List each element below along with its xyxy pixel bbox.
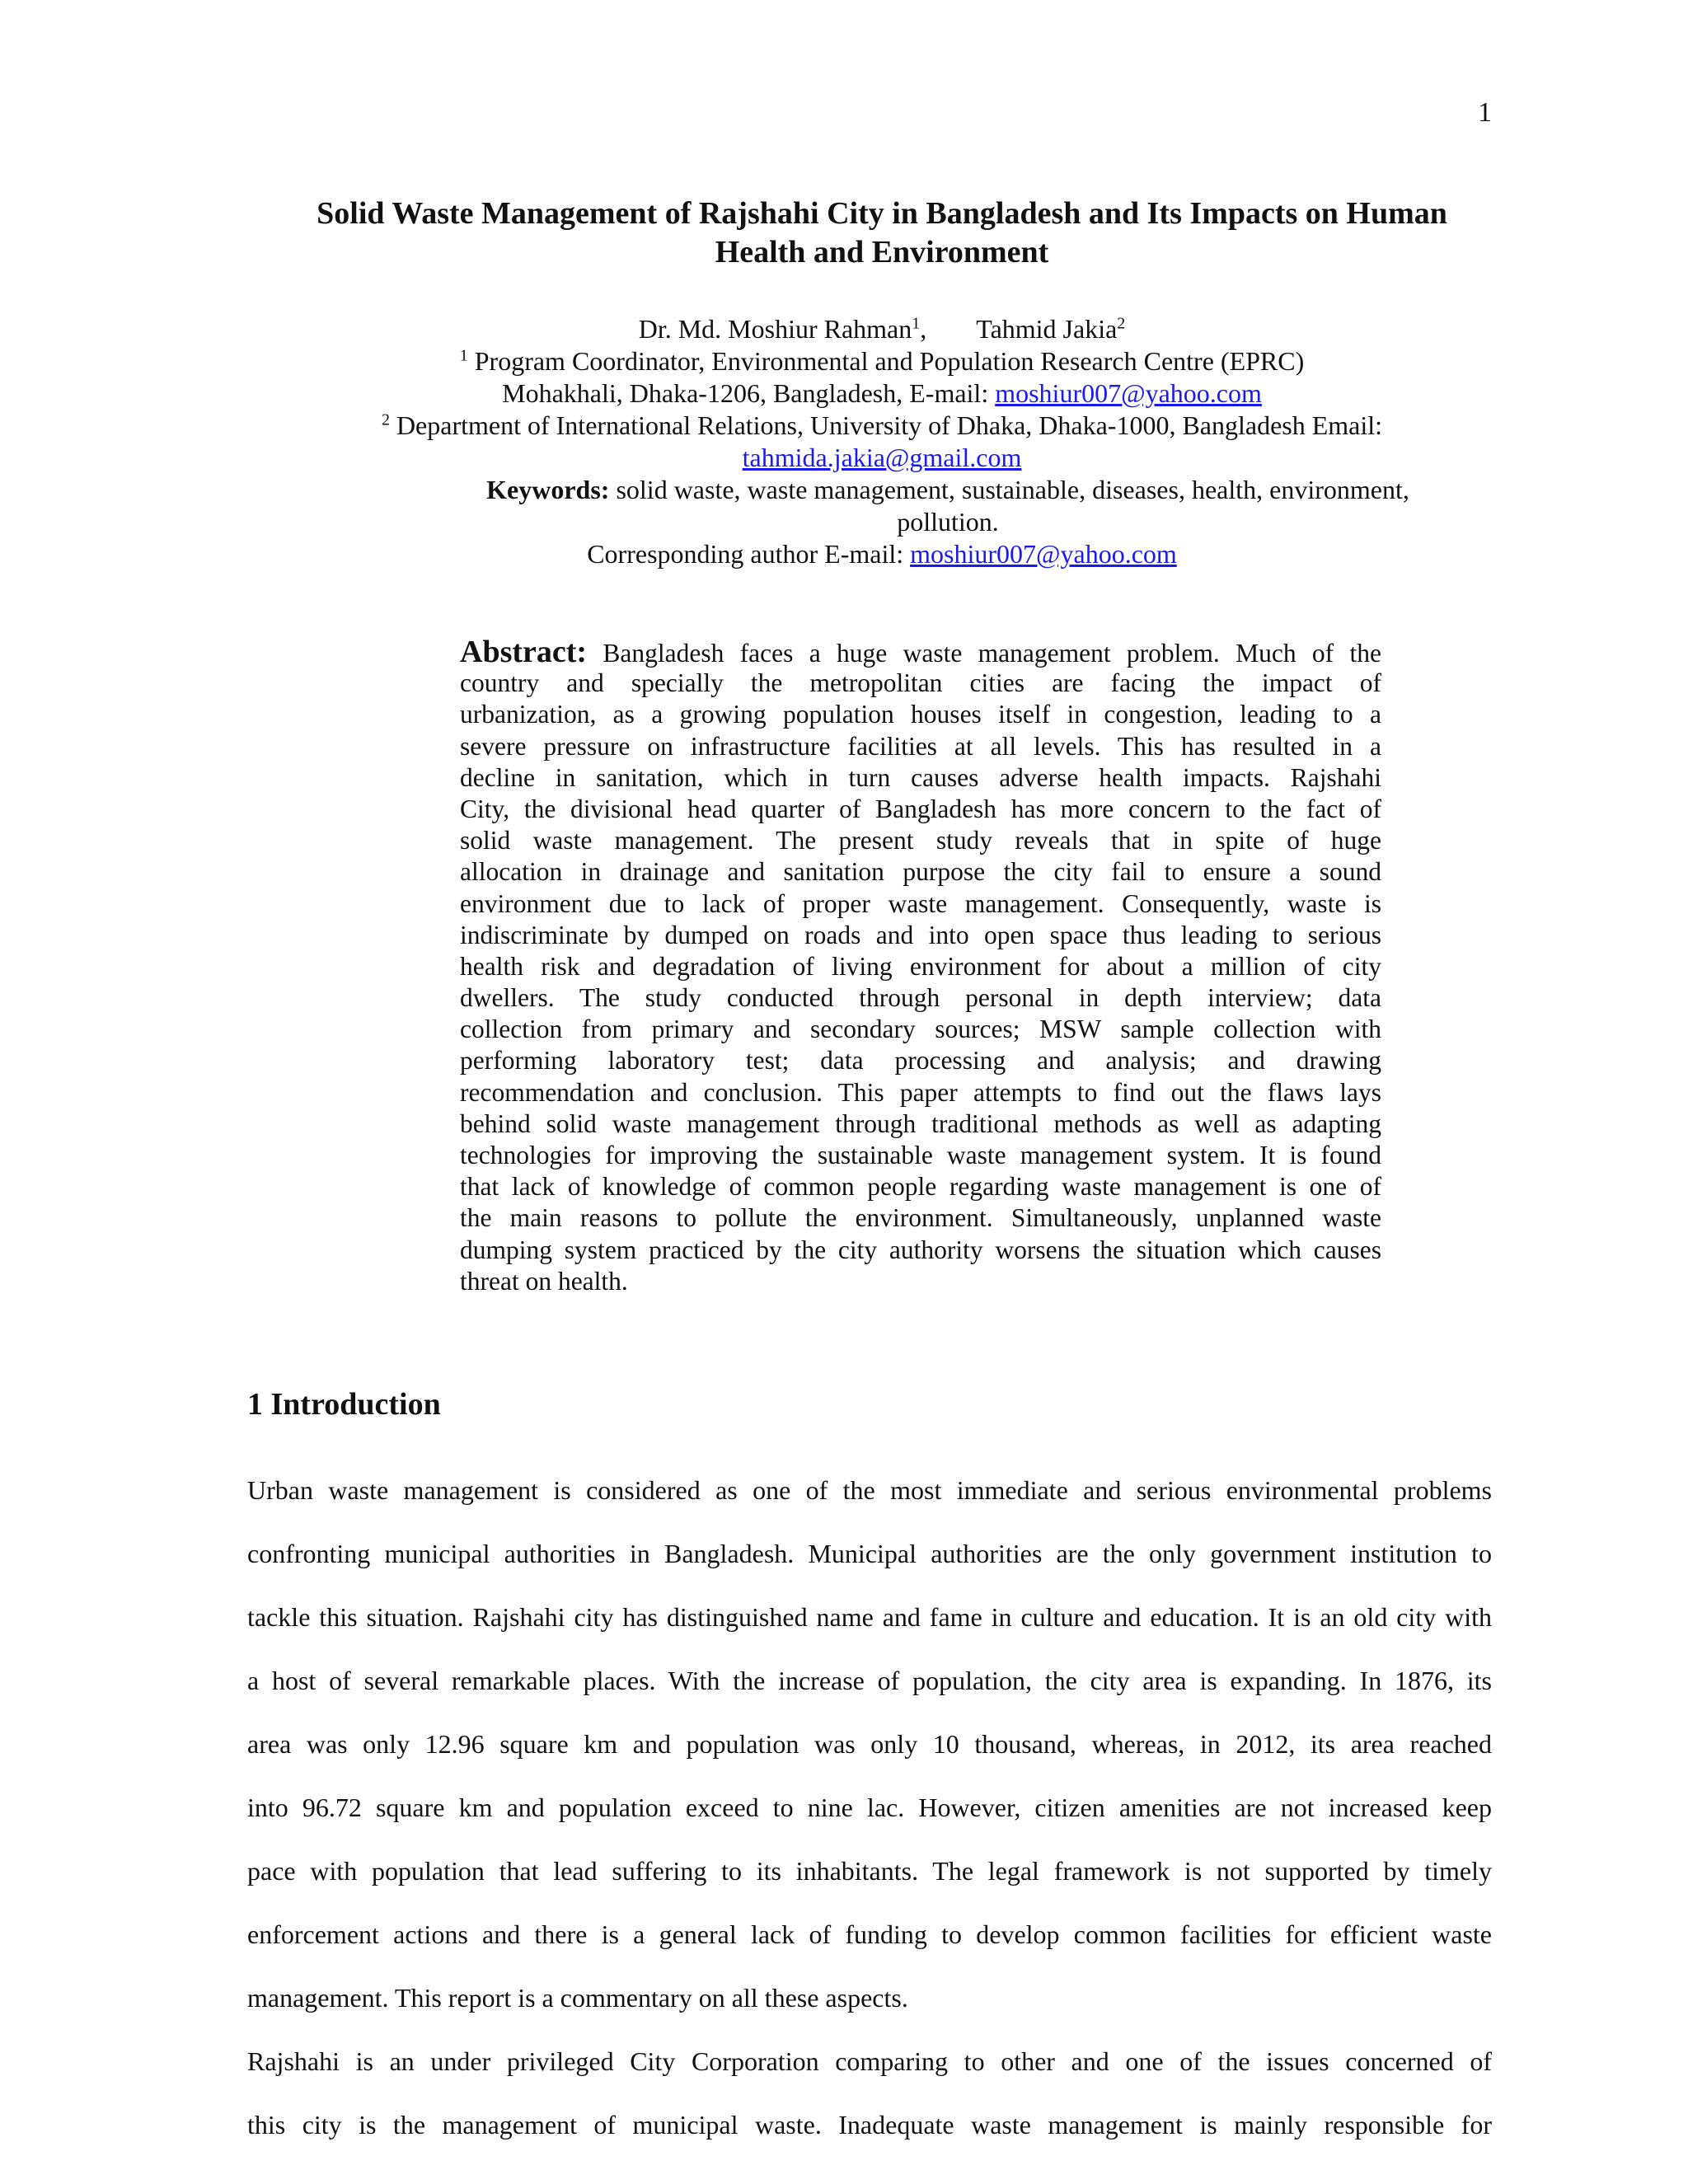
abstract-line-text: Bangladesh faces a huge waste management problem. Much of the bbox=[587, 639, 1381, 668]
corresponding-label: Corresponding author E-mail: bbox=[587, 539, 911, 569]
affiliation-1-line-2 bbox=[247, 377, 1517, 410]
abstract-line: environment due to lack of proper waste management. Consequently, waste is bbox=[460, 888, 1381, 918]
intro-line: this city is the management of municipal waste. Inadequate waste management is mainly responsible for bbox=[247, 2110, 1492, 2139]
keywords-label: Keywords: bbox=[486, 475, 610, 504]
abstract-line: indiscriminate by dumped on roads and into open space thus leading to serious bbox=[460, 920, 1381, 949]
abstract-line: health risk and degradation of living environment for about a million of city bbox=[460, 951, 1381, 981]
title-line-2: Health and Environment bbox=[715, 235, 1049, 269]
abstract-line: collection from primary and secondary sources; MSW sample collection with bbox=[460, 1015, 1381, 1044]
abstract-label: Abstract: bbox=[460, 635, 588, 669]
abstract-line: technologies for improving the sustainable waste management system. It is found bbox=[460, 1141, 1381, 1169]
page-number: 1 bbox=[1478, 97, 1492, 128]
abstract-line: country and specially the metropolitan cities are facing the impact of bbox=[460, 668, 1381, 698]
section-heading-introduction: 1 Introduction bbox=[247, 1387, 441, 1422]
affiliation-2-sup: 2 bbox=[381, 410, 390, 429]
affiliation-2-line-2 bbox=[247, 442, 1517, 474]
intro-line: area was only 12.96 square km and population was only 10 thousand, whereas, in 2012, its area reached bbox=[247, 1729, 1492, 1759]
abstract-line: City, the divisional head quarter of Bangladesh has more concern to the fact of bbox=[460, 794, 1381, 823]
author-1-comma: , bbox=[920, 314, 927, 344]
abstract-line: behind solid waste management through traditional methods as well as adapting bbox=[460, 1108, 1381, 1138]
affiliation-1-sup: 1 bbox=[459, 346, 468, 365]
corresponding-email-link[interactable]: moshiur007@yahoo.com bbox=[910, 539, 1177, 569]
title-line-1: Solid Waste Management of Rajshahi City in Bangladesh and Its Impacts on Human bbox=[316, 196, 1447, 231]
intro-line: into 96.72 square km and population exceed to nine lac. However, citizen amenities are not increased keep bbox=[247, 1793, 1492, 1822]
intro-line: management. This report is a commentary on all these aspects. bbox=[247, 1983, 908, 2013]
author-2-sup: 2 bbox=[1117, 314, 1126, 333]
intro-line: confronting municipal authorities in Bangladesh. Municipal authorities are the only government institution to bbox=[247, 1539, 1492, 1568]
affiliation-2-text: Department of International Relations, University of Dhaka, Dhaka-1000, Bangladesh Email: bbox=[389, 410, 1383, 440]
affiliation-2-line-1 bbox=[247, 410, 1517, 442]
keywords-text: solid waste, waste management, sustainable, diseases, health, environment, bbox=[609, 475, 1409, 504]
intro-line: tackle this situation. Rajshahi city has distinguished name and fame in culture and education. It is an old city with bbox=[247, 1602, 1492, 1632]
intro-line: Urban waste management is considered as one of the most immediate and serious environmental problems bbox=[247, 1475, 1492, 1505]
keywords-line-2: pollution. bbox=[897, 507, 999, 537]
author-1-sup: 1 bbox=[912, 314, 921, 333]
abstract bbox=[460, 636, 1381, 1297]
abstract-line: severe pressure on infrastructure facilities at all levels. This has resulted in a bbox=[460, 731, 1381, 761]
abstract-line: threat on health. bbox=[460, 1266, 628, 1296]
abstract-line: dumping system practiced by the city authority worsens the situation which causes bbox=[460, 1235, 1381, 1264]
abstract-line: the main reasons to pollute the environment. Simultaneously, unplanned waste bbox=[460, 1203, 1381, 1233]
keywords-line-1 bbox=[247, 474, 1517, 506]
author-line bbox=[247, 313, 1517, 345]
affiliation-1-address: Mohakhali, Dhaka-1206, Bangladesh, E-mail: bbox=[502, 378, 996, 408]
introduction-body bbox=[247, 1475, 1492, 2173]
affiliation-1-text: Program Coordinator, Environmental and Population Research Centre (EPRC) bbox=[467, 346, 1305, 376]
abstract-line: dwellers. The study conducted through personal in depth interview; data bbox=[460, 983, 1381, 1013]
abstract-line: that lack of knowledge of common people regarding waste management is one of bbox=[460, 1172, 1381, 1202]
author-block bbox=[247, 313, 1517, 570]
author-2-name: Tahmid Jakia bbox=[976, 314, 1118, 344]
paper-title bbox=[247, 194, 1517, 272]
abstract-line bbox=[460, 636, 1381, 668]
intro-line: a host of several remarkable places. With the increase of population, the city area is expanding. In 1876, its bbox=[247, 1666, 1492, 1695]
abstract-line: allocation in drainage and sanitation purpose the city fail to ensure a sound bbox=[460, 857, 1381, 887]
corresponding-author-line bbox=[247, 538, 1517, 570]
abstract-line: solid waste management. The present study reveals that in spite of huge bbox=[460, 826, 1381, 855]
intro-line: enforcement actions and there is a general lack of funding to develop common facilities for efficient waste bbox=[247, 1919, 1492, 1949]
abstract-line: recommendation and conclusion. This paper attempts to find out the flaws lays bbox=[460, 1077, 1381, 1107]
affiliation-1-line-1 bbox=[247, 345, 1517, 377]
abstract-line: urbanization, as a growing population houses itself in congestion, leading to a bbox=[460, 700, 1381, 729]
author-1-name: Dr. Md. Moshiur Rahman bbox=[638, 314, 912, 344]
abstract-line: decline in sanitation, which in turn causes adverse health impacts. Rajshahi bbox=[460, 762, 1381, 792]
author-2-email-link[interactable]: tahmida.jakia@gmail.com bbox=[742, 443, 1022, 472]
intro-line: Rajshahi is an under privileged City Corporation comparing to other and one of the issues concerned of bbox=[247, 2046, 1492, 2076]
intro-line: pace with population that lead suffering to its inhabitants. The legal framework is not supported by timely bbox=[247, 1856, 1492, 1886]
author-1-email-link[interactable]: moshiur007@yahoo.com bbox=[995, 378, 1262, 408]
abstract-line: performing laboratory test; data processing and analysis; and drawing bbox=[460, 1046, 1381, 1076]
